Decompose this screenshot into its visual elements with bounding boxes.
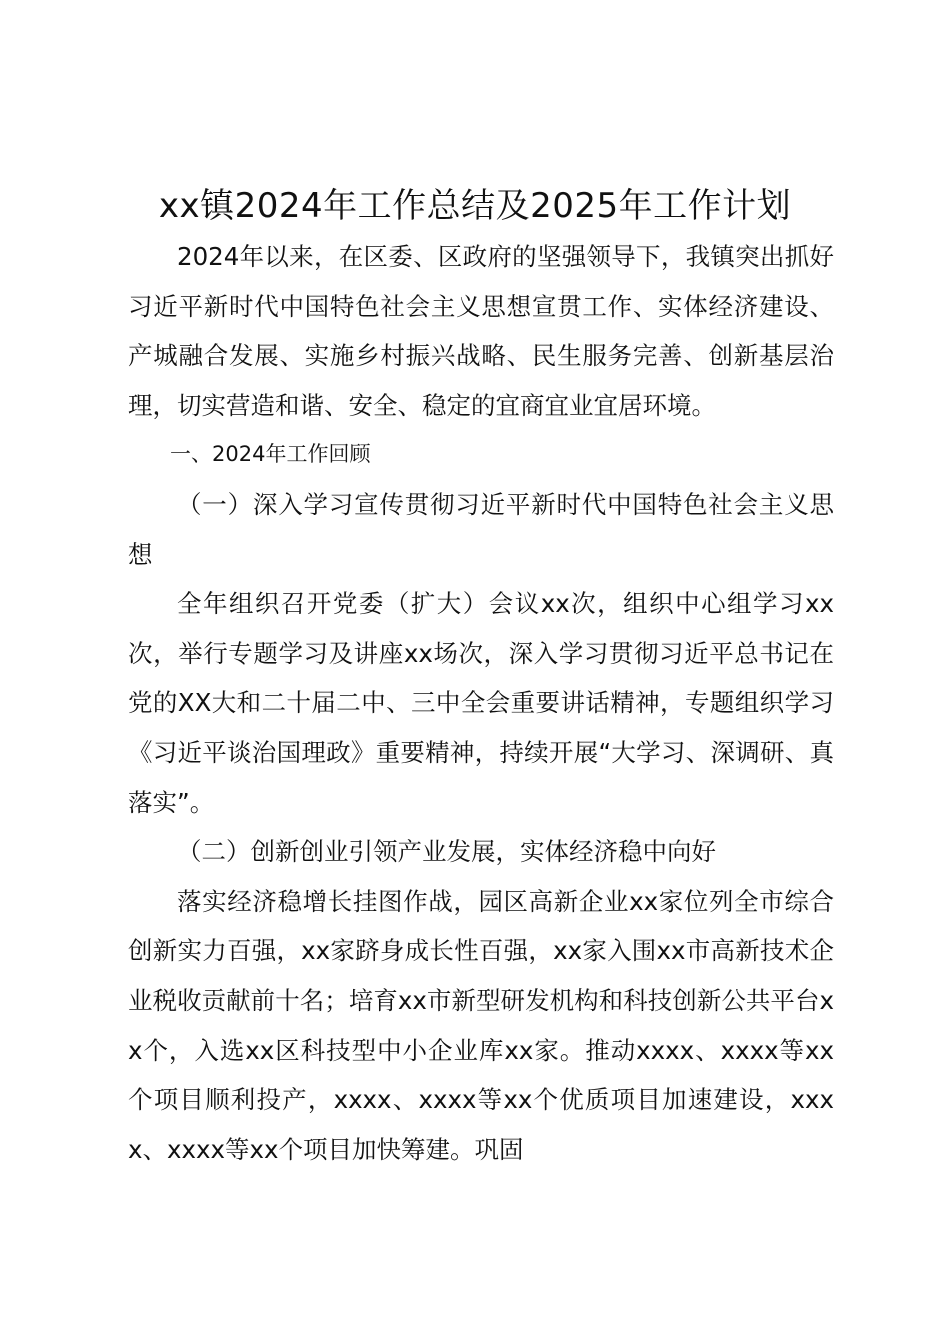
body-paragraph-1: 全年组织召开党委（扩大）会议xx次，组织中心组学习xx次，举行专题学习及讲座xx场次，深入学习贯彻习近平总书记在党的XX大和二十届二中、三中全会重要讲话精神，专题组织学习《习近平谈治国理政》重要精神，持续开展“大学习、深调研、真落实”。 [128,589,834,817]
intro-paragraph: 2024年以来，在区委、区政府的坚强领导下，我镇突出抓好习近平新时代中国特色社会主义思想宣贯工作、实体经济建设、产城融合发展、实施乡村振兴战略、民生服务完善、创新基层治理，切实营造和谐、安全、稳定的宜商宜业宜居环境。 [128,242,834,420]
subsection-heading-1: （一）深入学习宣传贯彻习近平新时代中国特色社会主义思想 [128,489,834,569]
subsection-heading-2: （二）创新创业引领产业发展，实体经济稳中向好 [177,837,716,867]
document-title: xx镇2024年工作总结及2025年工作计划 [158,186,792,226]
document-body [128,232,834,1174]
body-paragraph-2: 落实经济稳增长挂图作战，园区高新企业xx家位列全市综合创新实力百强，xx家跻身成长性百强，xx家入围xx市高新技术企业税收贡献前十名；培育xx市新型研发机构和科技创新公共平台xx个，入选xx区科技型中小企业库xx家。推动xxxx、xxxx等xx个项目顺利投产，xxxx、xxxx等xx个优质项目加速建设，xxxx、xxxx等xx个项目加快筹建。巩固 [128,886,834,1164]
section-heading-review: 一、2024年工作回顾 [170,442,371,467]
